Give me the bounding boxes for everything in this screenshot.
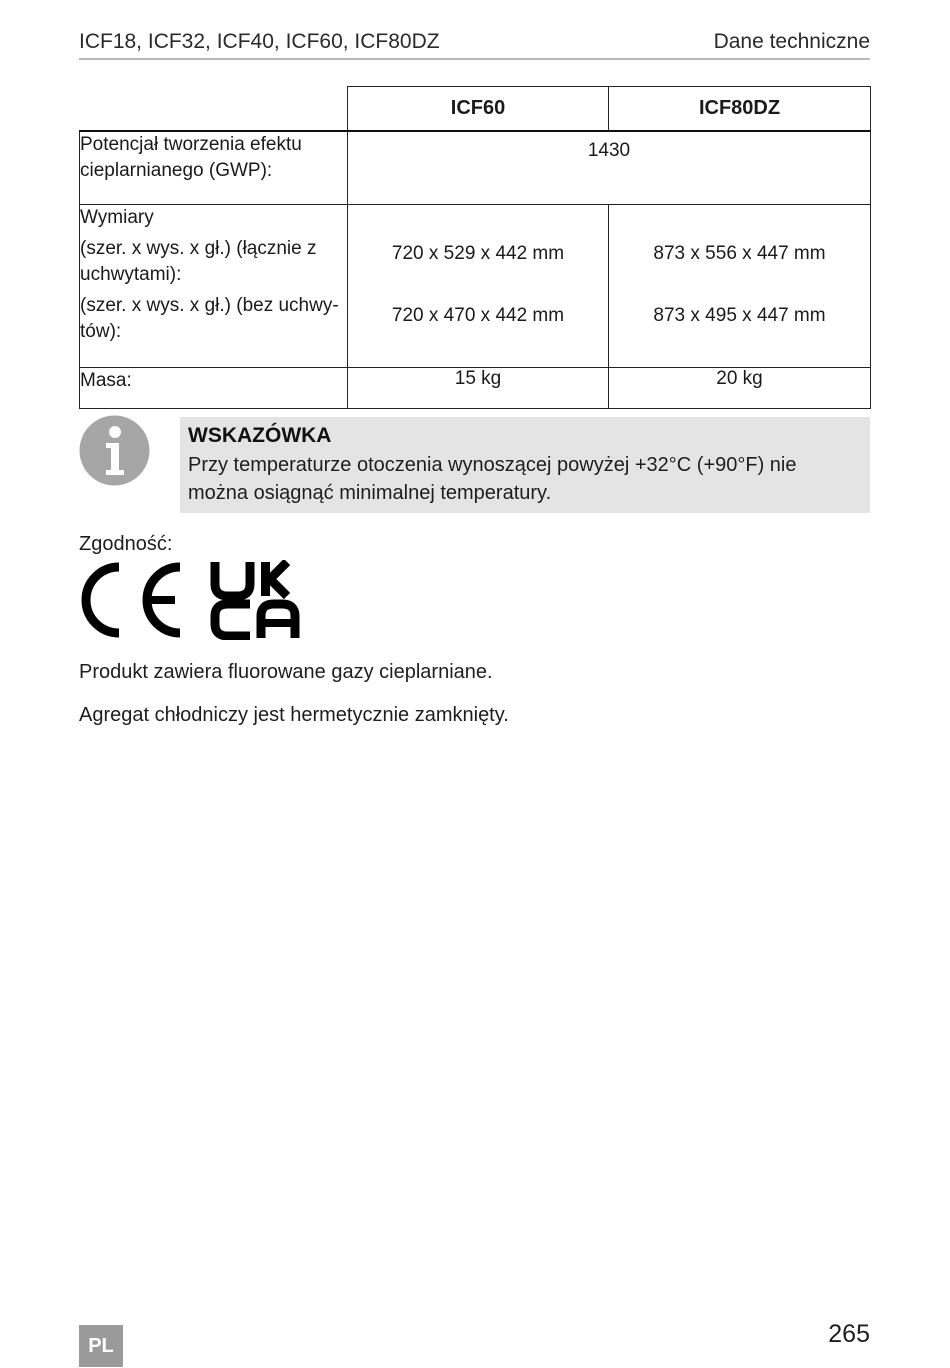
ukca-mark-logo xyxy=(215,562,295,638)
icf60-dimensions-with-handles: 720 x 529 x 442 mm xyxy=(391,243,565,264)
table-header-row xyxy=(80,87,871,132)
header-models: ICF18, ICF32, ICF40, ICF60, ICF80DZ xyxy=(79,30,440,53)
note-title: WSKAZÓWKA xyxy=(188,424,332,447)
page-number: 265 xyxy=(828,1320,870,1348)
table-row-dimensions xyxy=(80,205,871,368)
gwp-value: 1430 xyxy=(348,131,871,205)
column-header-icf80dz: ICF80DZ xyxy=(609,87,871,132)
language-badge: PL xyxy=(79,1325,123,1367)
icf60-dimensions-without-handles: 720 x 470 x 442 mm xyxy=(391,305,565,326)
icf80dz-dimensions-with-handles: 873 x 556 x 447 mm xyxy=(653,243,826,264)
paragraph-hermetic-unit: Agregat chłodniczy jest hermetycznie zamknięty. xyxy=(79,704,509,726)
column-header-icf60: ICF60 xyxy=(348,87,609,132)
icf80dz-dimensions-without-handles: 873 x 495 x 447 mm xyxy=(653,305,826,326)
mass-label: Masa: xyxy=(80,368,348,409)
table-corner-cell xyxy=(80,87,348,132)
spec-table xyxy=(79,86,871,409)
header-section-title: Dane techniczne xyxy=(713,30,870,53)
table-row-mass xyxy=(80,368,871,409)
table-row-gwp xyxy=(80,131,871,205)
icf80dz-mass: 20 kg xyxy=(609,368,871,409)
dimensions-label-cell xyxy=(80,205,348,368)
dimensions-icf80dz-cell xyxy=(609,205,871,368)
paragraph-fluorinated-gases: Produkt zawiera fluorowane gazy cieplarniane. xyxy=(79,661,493,683)
header-divider xyxy=(79,58,870,60)
icf60-mass: 15 kg xyxy=(348,368,609,409)
note-text: Przy temperaturze otoczenia wynoszącej powyżej +32°C (+90°F) nie można osiągnąć minimalnej temperatury. xyxy=(188,454,797,504)
conformity-label: Zgodność: xyxy=(79,533,173,555)
dimensions-with-handles-label: (szer. x wys. x gł.) (łącznie z uchwytami): xyxy=(80,238,317,285)
dimensions-icf60-cell xyxy=(348,205,609,368)
gwp-label: Potencjał tworzenia efektu cieplarnianego (GWP): xyxy=(80,131,348,205)
ce-mark-logo xyxy=(86,567,180,633)
conformity-marks xyxy=(79,560,319,640)
dimensions-without-handles-label: (szer. x wys. x gł.) (bez uchwy-tów): xyxy=(80,295,339,342)
note-box xyxy=(180,417,870,513)
dimensions-label: Wymiary xyxy=(80,207,154,228)
info-icon xyxy=(79,415,150,486)
